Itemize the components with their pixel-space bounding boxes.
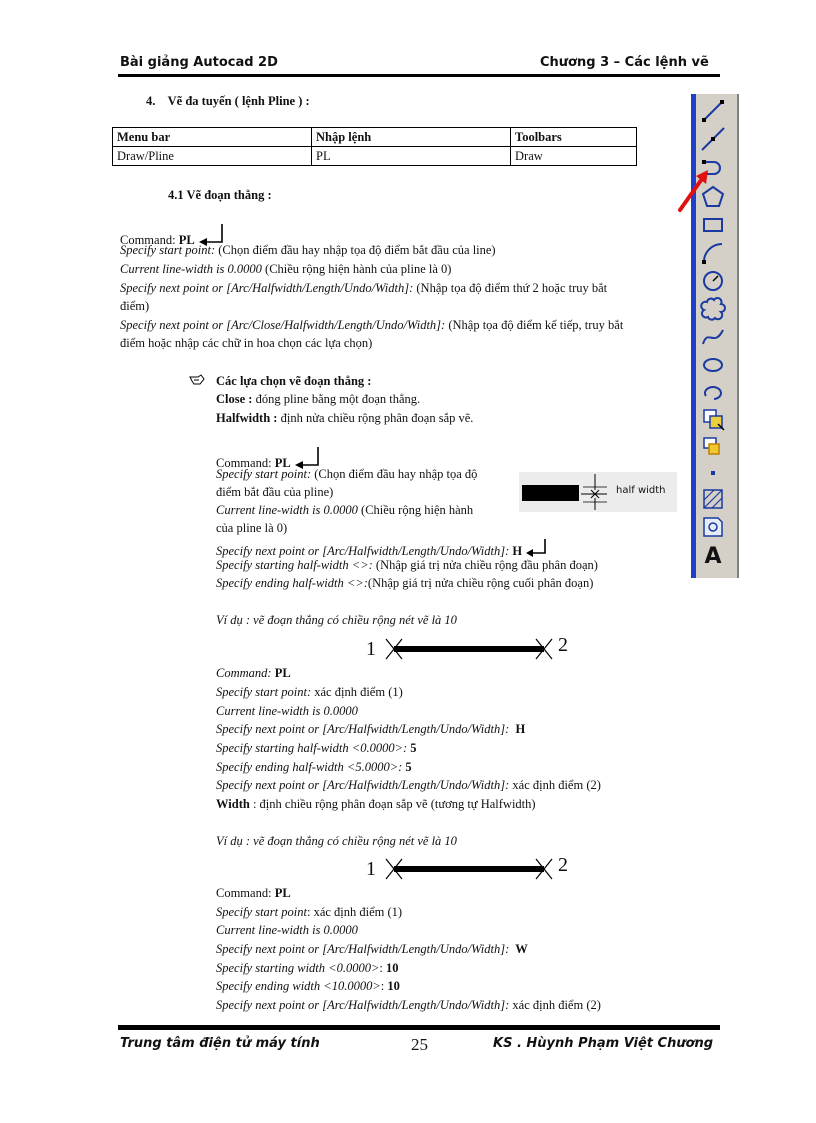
circle-icon[interactable] <box>700 268 726 294</box>
example-caption: Ví dụ : vẽ đoạn thẳng có chiều rộng nét vẽ là 10 <box>216 613 457 627</box>
prompt-text: Specify start point: <box>216 467 312 481</box>
prompt-text: Current line-width is 0.0000 <box>216 923 358 937</box>
input-value: 5 <box>407 741 417 755</box>
text-line <box>120 299 149 314</box>
line-icon[interactable] <box>700 98 726 124</box>
input-value: H <box>509 722 526 736</box>
option-label: Close : <box>216 392 253 406</box>
table-header-cell: Toolbars <box>511 128 637 147</box>
note-text: xác định điểm (2) <box>509 778 601 792</box>
halfwidth-illustration <box>519 472 677 512</box>
text-line <box>216 685 403 700</box>
multiline-text-icon[interactable]: A <box>704 544 722 569</box>
footer-left: Trung tâm điện tử máy tính <box>120 1036 320 1051</box>
prompt-text: Specify next point or [Arc/Halfwidth/Length/Undo/Width]: <box>216 998 510 1012</box>
text-line <box>216 778 601 793</box>
table-cell: Draw/Pline <box>113 147 312 166</box>
text-line <box>216 503 473 518</box>
option-desc: đóng pline bằng một đoạn thẳng. <box>252 392 421 406</box>
arc-icon[interactable] <box>700 240 726 266</box>
footer-rule <box>118 1025 720 1030</box>
note-text: xác định điểm (2) <box>509 998 601 1012</box>
prompt-text: Specify starting width <0.0000> <box>216 961 380 975</box>
command-label: Command: <box>216 886 275 900</box>
text-line <box>216 961 399 976</box>
point-label-2: 2 <box>558 634 568 656</box>
prompt-text: Current line-width is 0.0000 <box>120 262 262 276</box>
page-number: 25 <box>411 1035 428 1054</box>
halfwidth-label: half width <box>616 485 666 496</box>
input-value: 10 <box>386 961 399 975</box>
option-desc: định nửa chiều rộng phân đoạn sắp vẽ. <box>277 411 474 425</box>
text-line <box>216 521 287 536</box>
command-value: PL <box>274 886 291 900</box>
make-block-icon[interactable] <box>700 434 726 460</box>
text-line <box>120 243 496 258</box>
hatch-icon[interactable] <box>700 486 726 512</box>
prompt-text: Specify ending half-width <5.0000>: <box>216 760 403 774</box>
note-text: điểm bắt đầu của pline) <box>216 485 334 499</box>
command-label: Command: <box>120 233 179 247</box>
input-value: W <box>509 942 528 956</box>
text-line <box>216 942 528 957</box>
dimension-marker <box>581 474 609 510</box>
prompt-text: Specify start point <box>216 905 307 919</box>
point-icon[interactable] <box>700 460 726 486</box>
text-line <box>216 392 420 407</box>
note-text: (Chiều rộng hiện hành <box>357 503 474 517</box>
input-value: 10 <box>387 979 400 993</box>
text-line <box>120 262 451 277</box>
input-value: 5 <box>402 760 412 774</box>
note-text: (Nhập giá trị nửa chiều rộng cuối phân đoạn) <box>367 576 594 590</box>
section-number: 4. <box>146 94 156 108</box>
prompt-text: Specify next point or [Arc/Close/Halfwidth/Length/Undo/Width]: <box>120 318 446 332</box>
options-title: Các lựa chọn vẽ đoạn thẳng : <box>216 374 372 388</box>
prompt-text: Specify start point: <box>216 685 312 699</box>
example-caption: Ví dụ : vẽ đoạn thẳng có chiều rộng nét vẽ là 10 <box>216 834 457 848</box>
note-text: (Chọn điểm đầu hay nhập tọa độ điểm bắt đầu của line) <box>215 243 496 257</box>
text-line <box>216 905 402 920</box>
text-line <box>216 558 598 573</box>
text-line <box>216 979 400 994</box>
footer-right: KS . Hùynh Phạm Việt Chương <box>493 1036 714 1051</box>
prompt-text: Specify next point or [Arc/Halfwidth/Length/Undo/Width]: <box>216 722 510 736</box>
prompt-text: Specify next point or [Arc/Halfwidth/Length/Undo/Width]: <box>216 778 510 792</box>
enter-key-icon <box>525 539 549 557</box>
text-line <box>216 411 473 426</box>
text-line <box>216 576 593 591</box>
insert-block-icon[interactable] <box>700 406 726 432</box>
table-cell: Draw <box>511 147 637 166</box>
colon-text: : <box>379 961 387 975</box>
header-left: Bài giảng Autocad 2D <box>120 55 278 70</box>
note-text: (Nhập giá trị nửa chiều rộng đầu phân đoạn) <box>372 558 598 572</box>
point-label-1: 1 <box>366 638 376 660</box>
command-value: PL <box>274 456 291 470</box>
text-line <box>216 704 358 719</box>
text-line <box>216 923 358 938</box>
note-text: (Nhập tọa độ điểm kế tiếp, truy bắt <box>445 318 624 332</box>
ellipse-arc-icon[interactable] <box>700 380 726 406</box>
prompt-text: Specify starting half-width <0.0000>: <box>216 741 408 755</box>
table-header-cell: Menu bar <box>113 128 312 147</box>
header-rule <box>118 74 720 77</box>
command-label: Command: <box>216 666 275 680</box>
table-header-cell: Nhập lệnh <box>312 128 511 147</box>
command-line <box>216 886 291 901</box>
point-label-2: 2 <box>558 854 568 876</box>
prompt-text: Specify start point: <box>120 243 216 257</box>
construction-line-icon[interactable] <box>700 126 726 152</box>
pointing-hand-icon <box>189 374 205 386</box>
text-line <box>216 998 601 1013</box>
note-text: : xác định điểm (1) <box>306 905 403 919</box>
region-icon[interactable] <box>700 514 726 540</box>
note-text: xác định điểm (1) <box>311 685 403 699</box>
prompt-text: Specify ending half-width <>: <box>216 576 368 590</box>
prompt-text: Specify next point or [Arc/Halfwidth/Length/Undo/Width]: <box>216 544 513 558</box>
option-desc: : định chiều rộng phân đoạn sắp vẽ (tương tự Halfwidth) <box>249 797 536 811</box>
colon-text: : <box>380 979 388 993</box>
text-line <box>216 760 412 775</box>
prompt-text: Specify starting half-width <>: <box>216 558 373 572</box>
thick-line-example <box>380 856 556 882</box>
thick-line-example <box>380 636 556 662</box>
table-header-row <box>113 128 637 147</box>
table-cell: PL <box>312 147 511 166</box>
option-label: Width <box>216 797 250 811</box>
prompt-text: Specify ending width <10.0000> <box>216 979 381 993</box>
note-text: (Nhập tọa độ điểm thứ 2 hoặc truy bắt <box>413 281 608 295</box>
section-heading: Vẽ đa tuyến ( lệnh Pline ) : <box>167 94 310 108</box>
rectangle-icon[interactable] <box>700 212 726 238</box>
prompt-text: Current line-width is 0.0000 <box>216 503 358 517</box>
note-text: (Chiều rộng hiện hành của pline là 0) <box>261 262 452 276</box>
wide-segment <box>522 485 579 501</box>
note-text: (Chọn điểm đầu hay nhập tọa độ <box>311 467 478 481</box>
command-value: PL <box>274 666 291 680</box>
command-label: Command: <box>216 456 275 470</box>
text-line <box>216 467 477 482</box>
command-value: PL <box>178 233 195 247</box>
text-line <box>120 281 607 296</box>
prompt-text: Current line-width is 0.0000 <box>216 704 358 718</box>
table-row <box>113 147 637 166</box>
revision-cloud-icon[interactable] <box>700 296 726 322</box>
ellipse-icon[interactable] <box>700 352 726 378</box>
point-label-1: 1 <box>366 858 376 880</box>
note-text: điểm) <box>120 299 150 313</box>
prompt-text: Specify next point or [Arc/Halfwidth/Length/Undo/Width]: <box>120 281 414 295</box>
text-line <box>216 797 536 812</box>
header-right: Chương 3 – Các lệnh vẽ <box>540 55 709 70</box>
enter-key-icon <box>294 447 322 469</box>
section-title <box>146 94 310 109</box>
text-line <box>216 485 333 500</box>
text-line <box>216 539 549 559</box>
subsection-title: 4.1 Vẽ đoạn thẳng : <box>168 188 272 202</box>
command-line <box>216 666 291 681</box>
note-text: của pline là 0) <box>216 521 288 535</box>
spline-icon[interactable] <box>700 324 726 350</box>
command-table <box>112 127 637 166</box>
pointer-arrow-icon <box>676 166 712 214</box>
note-text: điểm hoặc nhập các chữ in hoa chọn các lựa chọn) <box>120 336 373 350</box>
text-line <box>216 741 417 756</box>
text-line <box>120 318 623 333</box>
input-value: H <box>512 544 523 558</box>
option-label: Halfwidth : <box>216 411 278 425</box>
prompt-text: Specify next point or [Arc/Halfwidth/Length/Undo/Width]: <box>216 942 510 956</box>
text-line <box>216 722 525 737</box>
text-line <box>120 336 372 351</box>
